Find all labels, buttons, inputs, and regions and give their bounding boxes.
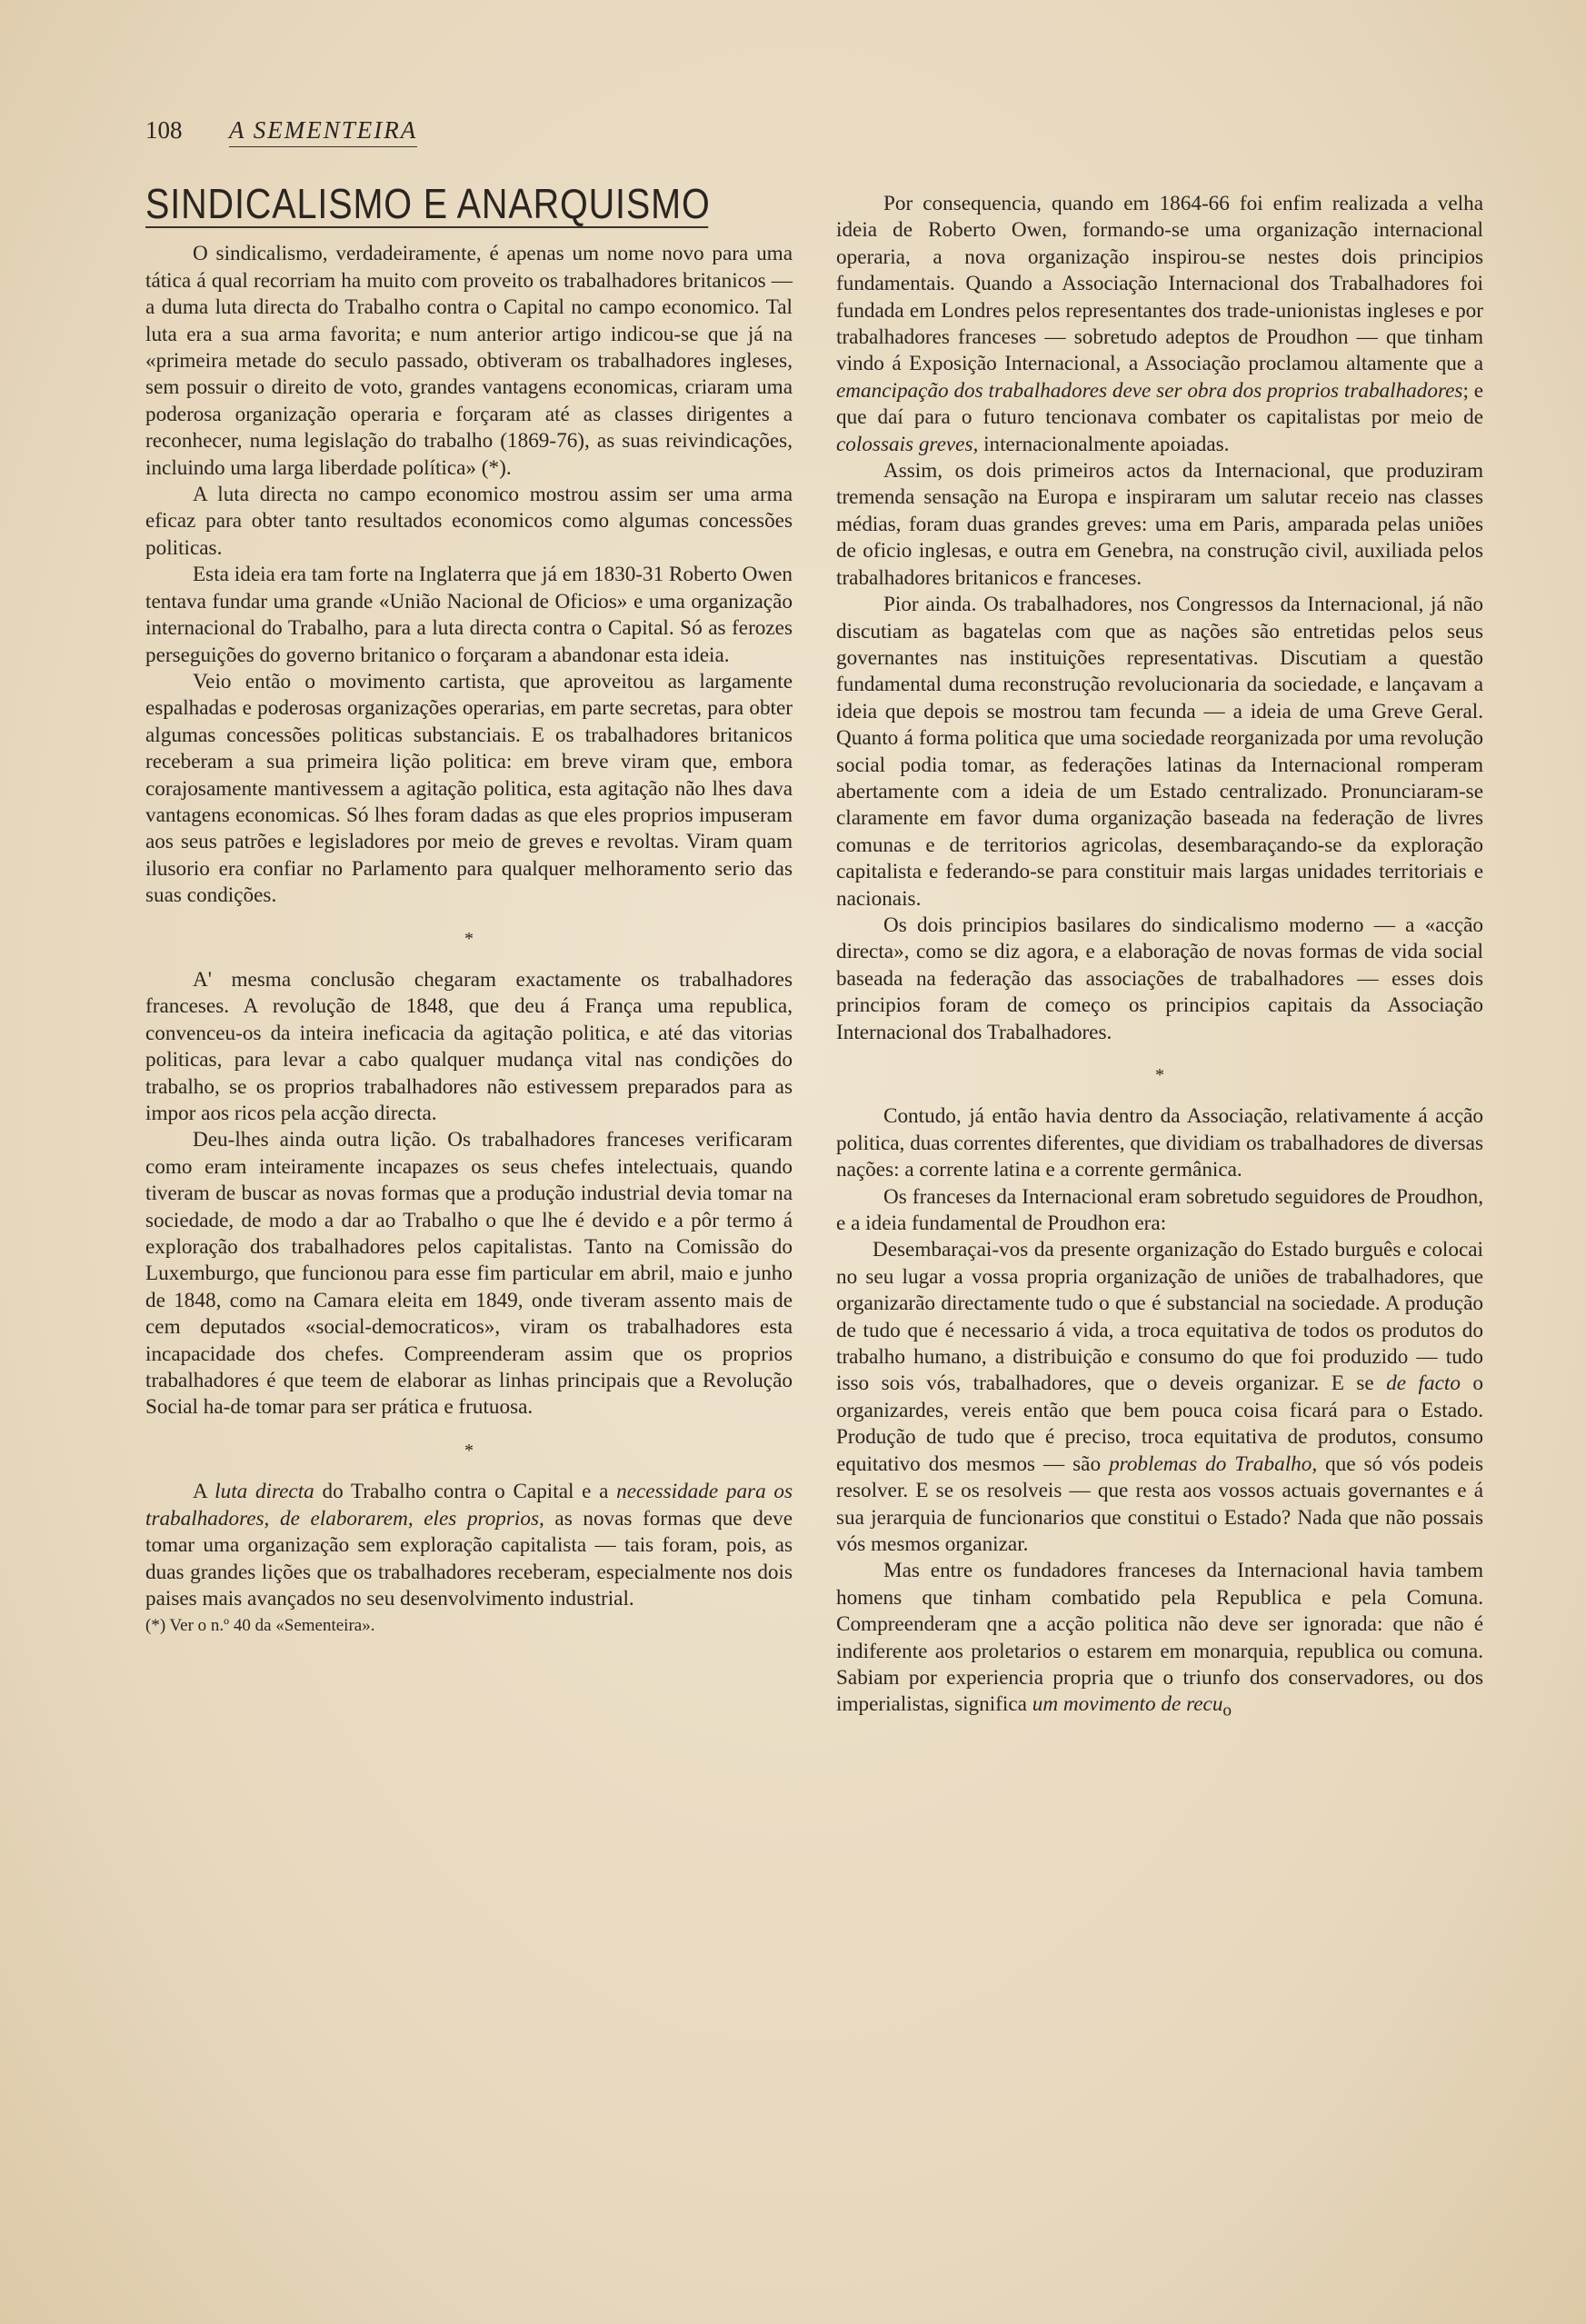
- paragraph: Esta ideia era tam forte na Inglaterra que já em 1830-31 Roberto Owen tentava fundar uma grande «União Nacional de Oficios» e uma organização internacional do Trabalho, para a luta directa contra o Capital. Só as ferozes perseguições do governo britanico o forçaram a abandonar esta ideia.: [145, 563, 793, 667]
- text: Desembaraçai-vos da presente organização do Estado burguês e colocai no seu lugar a vossa propria organização de uniões de trabalhadores, que organizarão directamente tudo o que é substancial na sociedade. A produção de tudo que é necessario á vida, a troca equitativa de todos os produtos do trabalho humano, a distribuição e consumo do que foi produzido — tudo isso sois vós, trabalhadores, que o deveis organizar. E se: [836, 1238, 1483, 1396]
- italic-text: luta directa: [214, 1480, 314, 1504]
- italic-text: um movimento de recu: [1032, 1692, 1223, 1717]
- section-separator: *: [1155, 1065, 1164, 1085]
- subscript-text: o: [1222, 1701, 1232, 1721]
- text: o organizardes, vereis então que bem pouca coisa ficará para o Estado. Produção de tudo que é preciso, troca equitativa de produtos, consumo equitativo dos mesmos — são: [836, 1371, 1484, 1476]
- paragraph: Os franceses da Internacional eram sobretudo seguidores de Proudhon, e a ideia fundamental de Proudhon era:: [836, 1184, 1483, 1236]
- journal-title: A SEMENTEIRA: [229, 116, 417, 147]
- paragraph: O sindicalismo, verdadeiramente, é apenas um nome novo para uma tática á qual recorriam ha muito com proveito os trabalhadores britanicos — a duma luta directa do Trabalho contra o Capital no campo economico. Tal luta era a sua arma favorita; e num anterior artigo indicou-se que já na «primeira metade do seculo passado, obtiveram os trabalhadores ingleses, sem possuir o direito de voto, grandes vantagens economicas, criaram uma poderosa organização operaria e forçaram até as classes dirigentes a reconhecer, numa legislação do trabalho (1869-76), as suas reivindicações, incluindo uma larga liberdade política» (*).: [145, 242, 793, 480]
- text: do Trabalho contra o Capital e a: [314, 1480, 617, 1504]
- page-number: 108: [145, 116, 183, 144]
- text: Mas entre os fundadores franceses da Internacional havia tambem homens que tinham combatido pela Republica e pela Comuna. Compreenderam qne a acção politica não deve ser ignorada: que não é indiferente aos proletarios o estarem em monarquia, republica ou comuna. Sabiam por experiencia propria que o triunfo dos conservadores, ou dos imperialistas, significa: [836, 1559, 1483, 1717]
- text: que só vós podeis resolver. E se os resolveis — que resta aos vossos actuais governantes e á sua jerarquia de funcionarios que constitui o Estado? Nada que não possais vós mesmos organizar.: [836, 1451, 1484, 1556]
- paragraph: Contudo, já então havia dentro da Associação, relativamente á acção politica, duas correntes diferentes, que dividiam os trabalhadores de diversas nações: a corrente latina e a corrente germânica.: [836, 1104, 1483, 1182]
- paragraph: Deu-lhes ainda outra lição. Os trabalhadores franceses verificaram como eram inteiramente incapazes os seus chefes intelectuais, quando tiveram de buscar as novas formas que a produção industrial devia tomar na sociedade, de modo a dar ao Trabalho o que lhe é devido e a pôr termo á exploração dos trabalhadores pelos capitalistas. Tanto na Comissão do Luxemburgo, que funcionou para esse fim particular em abril, maio e junho de 1848, como na Camara eleita em 1849, onde tiveram assento mais de cem deputados «social-democraticos», viram os trabalhadores esta incapacidade dos chefes. Compreenderam assim que os proprios trabalhadores é que teem de elaborar as linhas principais que a Revolução Social ha-de tomar para ser prática e frutuosa.: [145, 1128, 793, 1420]
- text: internacionalmente apoiadas.: [978, 432, 1230, 456]
- left-column: [145, 180, 793, 1640]
- section-separator: *: [464, 928, 474, 949]
- right-column: [836, 191, 1483, 1724]
- paragraph: Os dois principios basilares do sindicalismo moderno — a «acção directa», como se diz agora, e a elaboração de novas formas de vida social baseada na federação das associações de trabalhadores — esses dois principios foram de começo os principios capitais da Associação Internacional dos Trabalhadores.: [836, 913, 1483, 1044]
- italic-text: colossais greves,: [836, 432, 979, 456]
- footnote: (*) Ver o n.º 40 da «Sementeira».: [145, 1616, 375, 1636]
- paragraph: Pior ainda. Os trabalhadores, nos Congressos da Internacional, já não discutiam as bagatelas com que as nações são entretidas pelos seus governantes nas instituições representativas. Discutiam a questão fundamental duma reconstrução revolucionaria da sociedade, e lançavam a ideia que depois se mostrou tam fecunda — a ideia de uma Greve Geral. Quanto á forma politica que uma sociedade reorganizada por uma revolução social podia tomar, as federações latinas da Internacional romperam abertamente com a ideia de um Estado centralizado. Pronunciaram-se claramente em favor duma organização baseada na federação de livres comunas e de territorios agricolas, desembaraçando-se da exploração capitalista e federando-se para constituir mais largas unidades territoriais e nacionais.: [836, 593, 1483, 911]
- paragraph: Veio então o movimento cartista, que aproveitou as largamente espalhadas e poderosas organizações operarias, em parte secretas, para obter algumas concessões politicas substanciais. E os trabalhadores britanicos receberam a sua primeira lição politica: em breve viram que, embora corajosamente mantivessem a agitação politica, esta agitação não lhes dava vantagens economicas. Só lhes foram dadas as que eles proprios impuseram aos seus patrões e legisladores por meio de greves e revoltas. Viram quam ilusorio era confiar no Parlamento para qualquer melhoramento serio das suas condições.: [145, 669, 793, 908]
- paragraph: [836, 1558, 1483, 1724]
- italic-text: de facto: [1386, 1371, 1461, 1396]
- quote-paragraph: [836, 1237, 1483, 1558]
- text: as novas formas que deve tomar uma organização sem exploração capitalista — tais foram, pois, as duas grandes lições que os trabalhadores receberam, especialmente nos dois paises mais avançados no seu desenvolvimento industrial.: [145, 1506, 793, 1611]
- text: ; e que daí para o futuro tencionava combater os capitalistas por meio de: [836, 378, 1484, 430]
- paragraph: Assim, os dois primeiros actos da Internacional, que produziram tremenda sensação na Europa e inspiraram um salutar receio nas classes médias, foram duas grandes greves: uma em Paris, amparada pelas uniões de oficio inglesas, e outra em Genebra, na construção civil, auxiliada pelos trabalhadores britanicos e franceses.: [836, 459, 1483, 590]
- paragraph: A luta directa no campo economico mostrou assim ser uma arma eficaz para obter tanto resultados economicos como algumas concessões politicas.: [145, 483, 793, 560]
- text: Por consequencia, quando em 1864-66 foi enfim realizada a velha ideia de Roberto Owen, formando-se uma organização internacional operaria, a nova organização inspirou-se nestes dois principios fundamentais. Quando a Associação Internacional dos Trabalhadores foi fundada em Londres pelos representantes dos trade-unionistas ingleses e por trabalhadores franceses — sobretudo adeptos de Proudhon — que tinham vindo á Exposição Internacional, a Associação proclamou altamente que a: [836, 192, 1483, 376]
- section-separator: *: [464, 1440, 474, 1461]
- paragraph: [145, 1479, 793, 1612]
- paragraph: [836, 191, 1483, 458]
- italic-text: emancipação dos trabalhadores deve ser obra dos proprios trabalhadores: [836, 378, 1463, 403]
- paragraph: A' mesma conclusão chegaram exactamente os trabalhadores franceses. A revolução de 1848, que deu á França uma republica, convenceu-os da inteira ineficacia da agitação politica, e até das vitorias politicas, para levar a cabo qualquer mudança vital nas condições do trabalho, se os proprios trabalhadores não estivessem preparados para as impor aos ricos pela acção directa.: [145, 967, 793, 1125]
- page-header: [145, 111, 454, 147]
- italic-text: necessidade para os trabalhadores, de elaborarem, eles proprios,: [145, 1480, 793, 1531]
- article-title: SINDICALISMO E ANARQUISMO: [145, 180, 711, 227]
- text: A: [193, 1480, 215, 1504]
- italic-text: problemas do Trabalho,: [1109, 1451, 1318, 1476]
